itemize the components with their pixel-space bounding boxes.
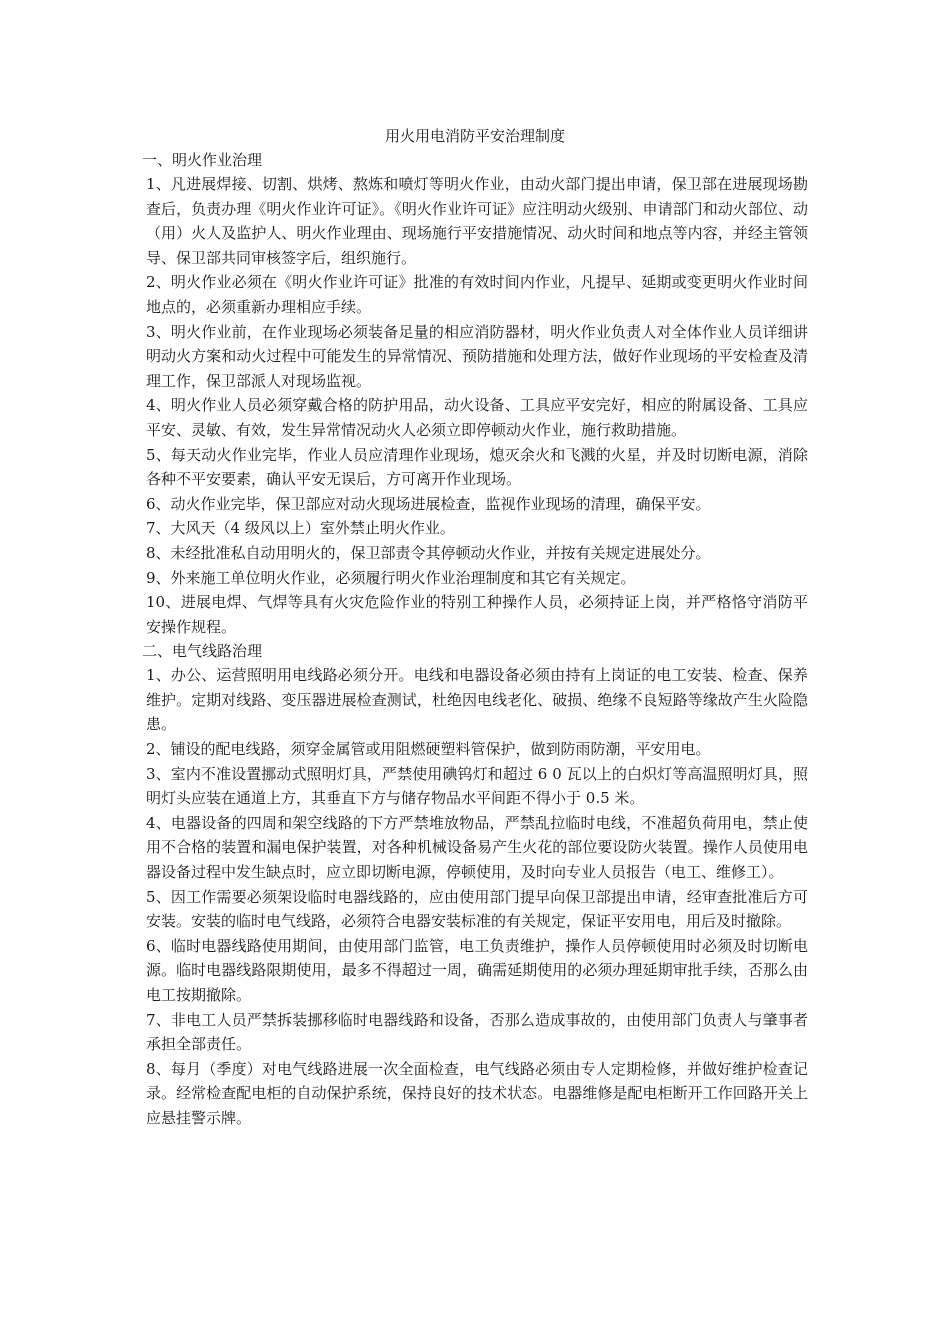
paragraph: 6、动火作业完毕，保卫部应对动火现场进展检查，监视作业现场的清理，确保平安。 [146,494,711,513]
paragraph: 7、非电工人员严禁拆装挪移临时电器线路和设备，否那么造成事故的，由使用部门负责人与肇事者承担全部责任。 [146,1010,808,1054]
paragraph: 10、进展电焊、气焊等具有火灾危险作业的特别工种操作人员，必须持证上岗，并严格恪守消防平安操作规程。 [146,593,808,636]
section-electrical-lines [142,639,808,1130]
paragraph: 4、明火作业人员必须穿戴合格的防护用品，动火设备、工具应平安完好，相应的附属设备、工具应平安、灵敏、有效，发生异常情况动火人必须立即停顿动火作业，施行救助措施。 [146,396,808,439]
paragraph: 5、每天动火作业完毕，作业人员应清理作业现场，熄灭余火和飞溅的火星，并及时切断电源，消除各种不平安要素，确认平安无误后，方可离开作业现场。 [146,445,808,489]
document-title: 用火用电消防平安治理制度 [384,127,565,145]
paragraph: 8、未经批准私自动用明火的，保卫部责令其停顿动火作业，并按有关规定进展处分。 [146,543,711,562]
paragraph: 6、临时电器线路使用期间，由使用部门监管，电工负责维护，操作人员停顿使用时必须及时切断电源。临时电器线路限期使用，最多不得超过一周，确需延期使用的必须办理延期审批手续，否那么由电工按期撤除。 [146,936,808,1004]
section-heading: 一、明火作业治理 [142,151,263,169]
section-open-fire [142,148,808,639]
paragraph: 2、明火作业必须在《明火作业许可证》批准的有效时间内作业，凡提早、延期或变更明火作业时间地点的，必须重新办理相应手续。 [146,273,808,316]
paragraph: 3、室内不准设置挪动式照明灯具，严禁使用碘钨灯和超过 6 0 瓦以上的白炽灯等高温照明灯具，照明灯头应装在通道上方，其垂直下方与储存物品水平间距不得小于 0.5 米。 [146,764,808,808]
paragraph: 8、每月（季度）对电气线路进展一次全面检查，电气线路必须由专人定期检修，并做好维护检查记录。经常检查配电柜的自动保护系统，保持良好的技术状态。电器维修是配电柜断开工作回路开关上应悬挂警示牌。 [146,1059,808,1127]
section-heading: 二、电气线路治理 [142,642,263,661]
document-page [142,124,808,1131]
paragraph: 1、凡进展焊接、切割、烘烤、熬炼和喷灯等明火作业，由动火部门提出申请，保卫部在进展现场勘查后，负责办理《明火作业许可证》。《明火作业许可证》应注明动火级别、申请部门和动火部位、动（用）火人及监护人、明火作业理由、现场施行平安措施情况、动火时间和地点等内容，并经主管领导、保卫部共同审核签字后，组织施行。 [146,175,808,267]
paragraph: 2、铺设的配电线路，须穿金属管或用阻燃硬塑料管保护，做到防雨防潮，平安用电。 [146,740,711,759]
paragraph: 3、明火作业前，在作业现场必须装备足量的相应消防器材，明火作业负责人对全体作业人员详细讲明动火方案和动火过程中可能发生的异常情况、预防措施和处理方法，做好作业现场的平安检查及清理工作，保卫部派人对现场监视。 [146,322,808,390]
paragraph: 9、外来施工单位明火作业，必须履行明火作业治理制度和其它有关规定。 [146,568,636,587]
paragraph: 4、电器设备的四周和架空线路的下方严禁堆放物品，严禁乱拉临时电线，不准超负荷用电，禁止使用不合格的装置和漏电保护装置，对各种机械设备易产生火花的部位要设防火装置。操作人员使用电器设备过程中发生缺点时，应立即切断电源，停顿使用，及时向专业人员报告（电工、维修工）。 [146,813,808,882]
paragraph: 1、办公、运营照明用电线路必须分开。电线和电器设备必须由持有上岗证的电工安装、检查、保养维护。定期对线路、变压器进展检查测试，杜绝因电线老化、破损、绝缘不良短路等缘故产生火险隐患。 [146,666,808,734]
paragraph: 5、因工作需要必须架设临时电器线路的，应由使用部门提早向保卫部提出申请，经审查批准后方可安装。安装的临时电气线路，必须符合电器安装标准的有关规定，保证平安用电，用后及时撤除。 [146,887,808,931]
paragraph: 7、大风天（4 级风以上）室外禁止明火作业。 [146,519,455,538]
